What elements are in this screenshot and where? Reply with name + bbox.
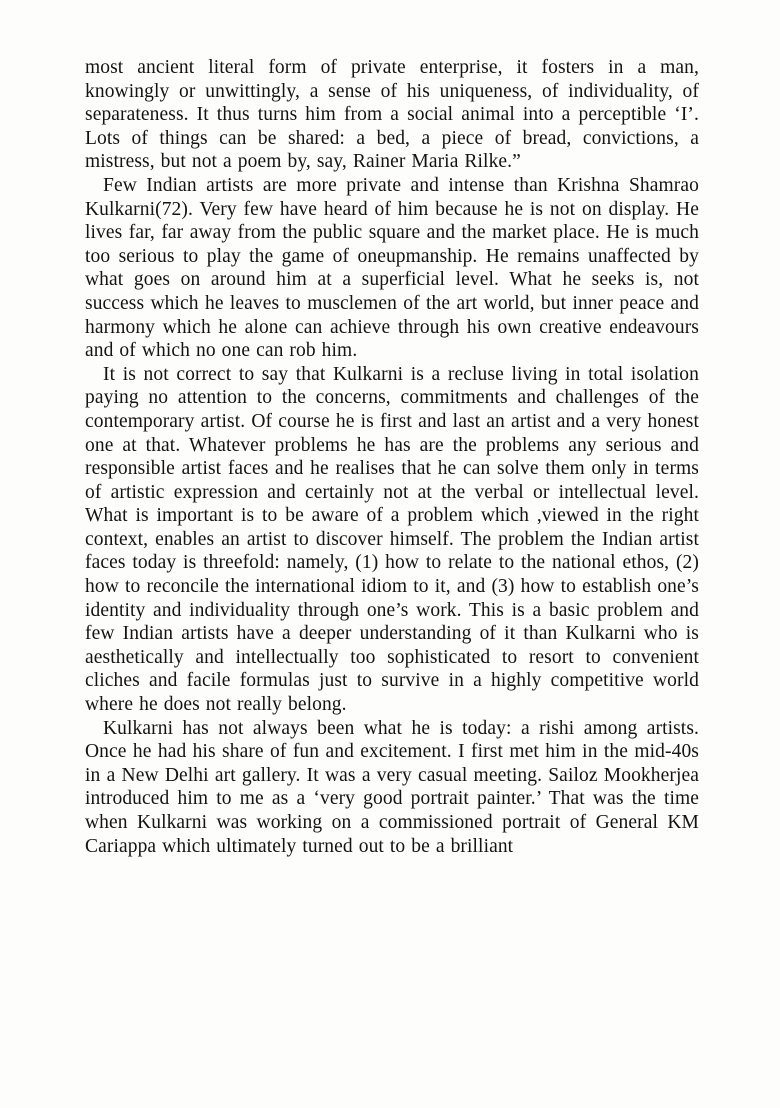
- paragraph: Few Indian artists are more private and intense than Krishna Shamrao Kulkarni(72). Very few have heard of him because he is not on display. He lives far, far away from the public square and the market place. He is much too serious to play the game of oneupmanship. He remains unaffected by what goes on around him at a superficial level. What he seeks is, not success which he leaves to musclemen of the art world, but inner peace and harmony which he alone can achieve through his own creative endeavours and of which no one can rob him.: [85, 174, 699, 362]
- paragraph: It is not correct to say that Kulkarni is a recluse living in total isolation paying no attention to the concerns, commitments and challenges of the contemporary artist. Of course he is first and last an artist and a very honest one at that. Whatever problems he has are the problems any serious and responsible artist faces and he realises that he can solve them only in terms of artistic expression and certainly not at the verbal or intellectual level. What is important is to be aware of a problem which ,viewed in the right context, enables an artist to discover himself. The problem the Indian artist faces today is threefold: namely, (1) how to relate to the national ethos, (2) how to reconcile the international idiom to it, and (3) how to establish one’s identity and individuality through one’s work. This is a basic problem and few Indian artists have a deeper understanding of it than Kulkarni who is aesthetically and intellectually too sophisticated to resort to convenient cliches and facile formulas just to survive in a highly competitive world where he does not really belong.: [85, 363, 699, 716]
- text-column: [85, 56, 699, 858]
- paragraph: most ancient literal form of private enterprise, it fosters in a man, knowingly or unwittingly, a sense of his uniqueness, of individuality, of separateness. It thus turns him from a social animal into a perceptible ‘I’. Lots of things can be shared: a bed, a piece of bread, convictions, a mistress, but not a poem by, say, Rainer Maria Rilke.”: [85, 57, 699, 173]
- paragraph: Kulkarni has not always been what he is today: a rishi among artists. Once he had his share of fun and excitement. I first met him in the mid-40s in a New Delhi art gallery. It was a very casual meeting. Sailoz Mookherjea introduced him to me as a ‘very good portrait painter.’ That was the time when Kulkarni was working on a commissioned portrait of General KM Cariappa which ultimately turned out to be a brilliant: [85, 717, 699, 857]
